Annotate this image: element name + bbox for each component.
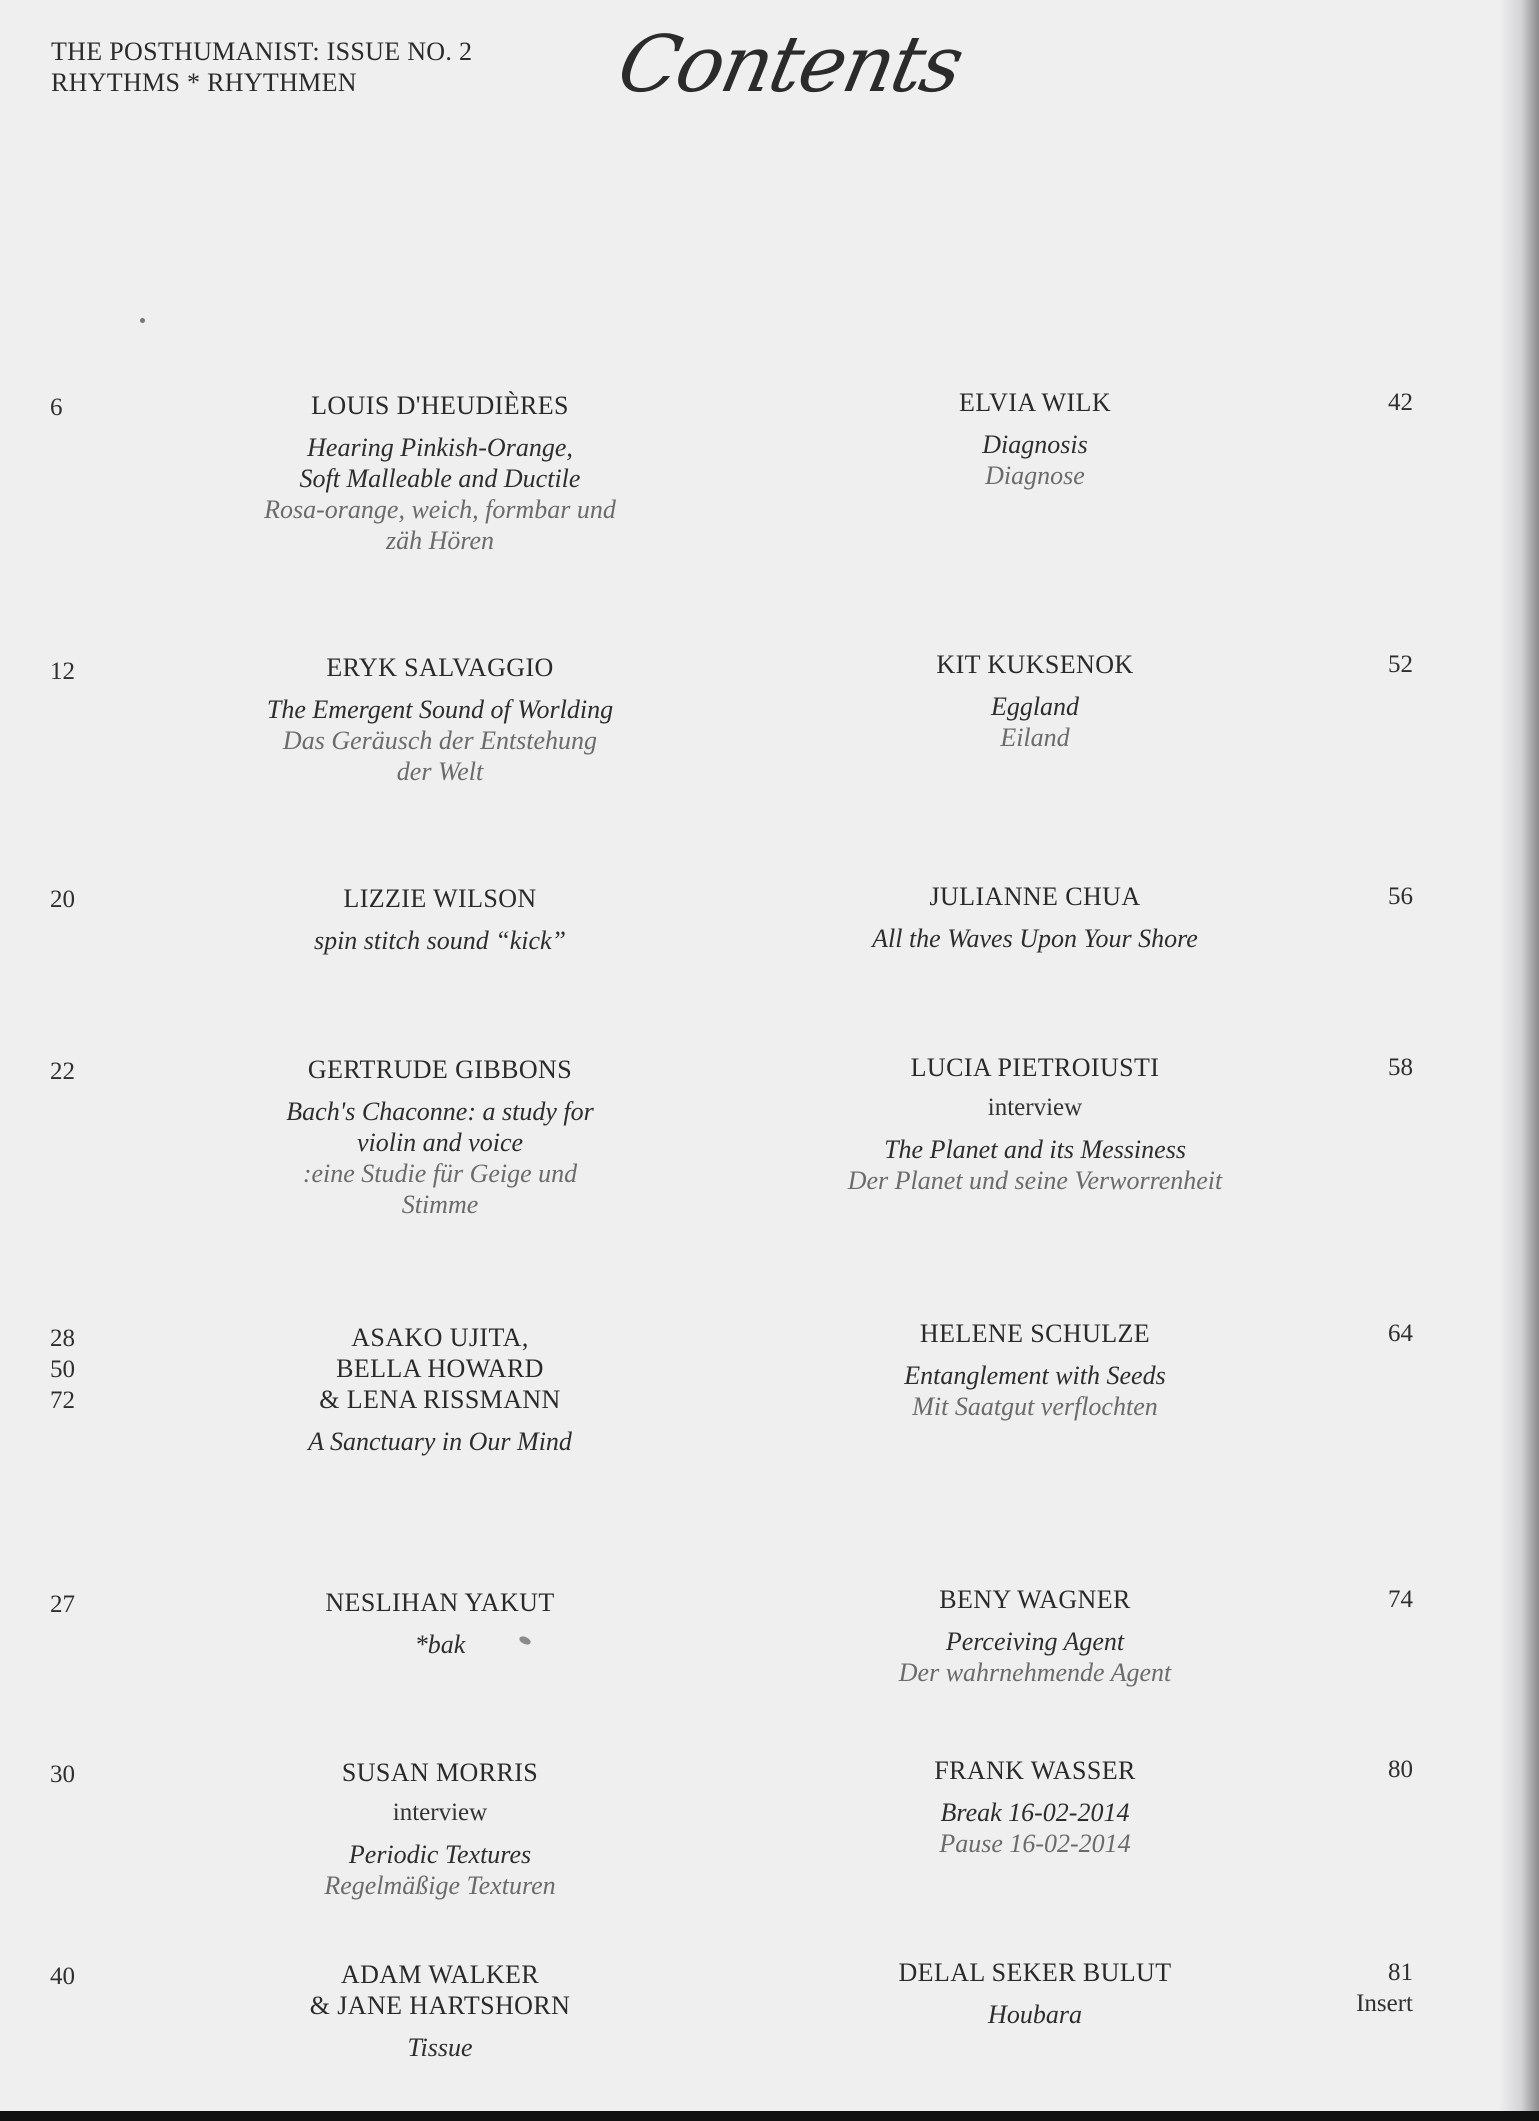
page-number: 56 (1388, 883, 1413, 910)
page-number: 12 (50, 658, 75, 685)
title-en: Entanglement with Seeds (904, 1361, 1166, 1390)
title-en: Break 16-02-2014 (940, 1798, 1130, 1827)
author-name: SUSAN MORRIS (341, 1758, 539, 1787)
author-name: JULIANNE CHUA (929, 882, 1141, 911)
contents-title: Contents (610, 20, 970, 110)
toc-entry (200, 652, 680, 787)
toc-entry (790, 1755, 1280, 1859)
title-en: Hearing Pinkish-Orange, (307, 433, 573, 462)
title-en: Diagnosis (982, 430, 1088, 459)
page-number: 40 (50, 1963, 75, 1990)
toc-entry (790, 1052, 1280, 1196)
title-de: Der Planet und seine Verworrenheit (847, 1166, 1223, 1195)
page-number: 42 (1388, 389, 1413, 416)
toc-entry (200, 1959, 680, 2063)
theme-line: RHYTHMS * RHYTHMEN (51, 68, 357, 97)
page-number: 20 (50, 886, 75, 913)
title-en: Tissue (407, 2033, 473, 2062)
page-number: 80 (1388, 1756, 1413, 1783)
author-name: ADAM WALKER (340, 1960, 540, 1989)
title-en: Houbara (988, 2000, 1082, 2029)
toc-entry (790, 1584, 1280, 1688)
title-de: Mit Saatgut verflochten (912, 1392, 1158, 1421)
title-de: Diagnose (985, 461, 1085, 490)
toc-entry (790, 1318, 1280, 1422)
page-number: 64 (1388, 1320, 1413, 1347)
title-en: The Emergent Sound of Worlding (266, 695, 614, 724)
author-name: LIZZIE WILSON (343, 884, 537, 913)
page-number: 22 (50, 1058, 75, 1085)
title-en: spin stitch sound “kick” (313, 926, 567, 955)
page-number: 58 (1388, 1054, 1413, 1081)
page-number-block (1356, 1957, 1413, 2019)
toc-entry (200, 1054, 680, 1220)
title-en: violin and voice (356, 1128, 524, 1157)
author-name: BENY WAGNER (939, 1585, 1131, 1614)
title-de: Das Geräusch der Entstehung (282, 726, 598, 755)
author-name: LOUIS D'HEUDIÈRES (311, 391, 569, 420)
title-de: :eine Studie für Geige und (302, 1159, 578, 1188)
page-number: 50 (50, 1356, 75, 1383)
title-en: A Sanctuary in Our Mind (308, 1427, 572, 1456)
author-name: & JANE HARTSHORN (309, 1991, 571, 2020)
author-name: FRANK WASSER (934, 1756, 1136, 1785)
toc-entry (790, 649, 1280, 753)
page-number: 28 (50, 1325, 75, 1352)
author-name: DELAL SEKER BULUT (898, 1958, 1172, 1987)
title-de: Regelmäßige Texturen (324, 1871, 556, 1900)
page-number: 72 (50, 1387, 75, 1414)
title-de: Stimme (401, 1190, 479, 1219)
title-de: Der wahrnehmende Agent (898, 1658, 1172, 1687)
issue-line: THE POSTHUMANIST: ISSUE NO. 2 (51, 37, 473, 66)
title-en: Periodic Textures (348, 1840, 532, 1869)
title-en: *bak (414, 1630, 466, 1659)
title-en: Bach's Chaconne: a study for (286, 1097, 594, 1126)
author-name: GERTRUDE GIBBONS (307, 1055, 573, 1084)
page-bottom-edge (0, 2111, 1539, 2121)
author-name: LUCIA PIETROIUSTI (910, 1053, 1160, 1082)
author-name: ELVIA WILK (958, 388, 1112, 417)
entry-note: interview (987, 1094, 1083, 1121)
page-number-list (50, 1323, 75, 1416)
title-en: The Planet and its Messiness (884, 1135, 1186, 1164)
title-en: All the Waves Upon Your Shore (872, 924, 1198, 953)
author-name: ERYK SALVAGGIO (326, 653, 554, 682)
page-number: 52 (1388, 651, 1413, 678)
page-number: 27 (50, 1591, 75, 1618)
speck (140, 318, 145, 323)
title-de: Pause 16-02-2014 (939, 1829, 1131, 1858)
title-en: Perceiving Agent (945, 1627, 1125, 1656)
title-de: Eiland (1000, 723, 1070, 752)
page-note: Insert (1356, 1990, 1413, 2017)
page-number: 30 (50, 1761, 75, 1788)
page-edge-shadow (1499, 0, 1539, 2121)
toc-entry (200, 883, 680, 956)
page-number: 74 (1388, 1586, 1413, 1613)
author-name: HELENE SCHULZE (919, 1319, 1151, 1348)
title-en: Eggland (990, 692, 1080, 721)
author-name: ASAKO UJITA, (351, 1323, 529, 1352)
issue-header (51, 36, 472, 98)
title-de: Rosa-orange, weich, formbar und (264, 495, 616, 524)
title-de: zäh Hören (385, 526, 495, 555)
toc-entry (790, 1957, 1280, 2030)
page-number: 6 (50, 394, 63, 421)
entry-note: interview (392, 1799, 488, 1826)
page-number: 81 (1388, 1959, 1413, 1986)
toc-entry (790, 881, 1280, 954)
author-name: KIT KUKSENOK (936, 650, 1134, 679)
title-de: der Welt (396, 757, 484, 786)
toc-entry (790, 387, 1280, 491)
toc-entry (200, 1757, 680, 1901)
toc-entry (200, 1587, 680, 1660)
toc-entry (200, 1322, 680, 1457)
author-name: BELLA HOWARD (336, 1354, 544, 1383)
title-en: Soft Malleable and Ductile (299, 464, 581, 493)
author-name: & LENA RISSMANN (319, 1385, 561, 1414)
toc-entry (200, 390, 680, 556)
author-name: NESLIHAN YAKUT (325, 1588, 555, 1617)
